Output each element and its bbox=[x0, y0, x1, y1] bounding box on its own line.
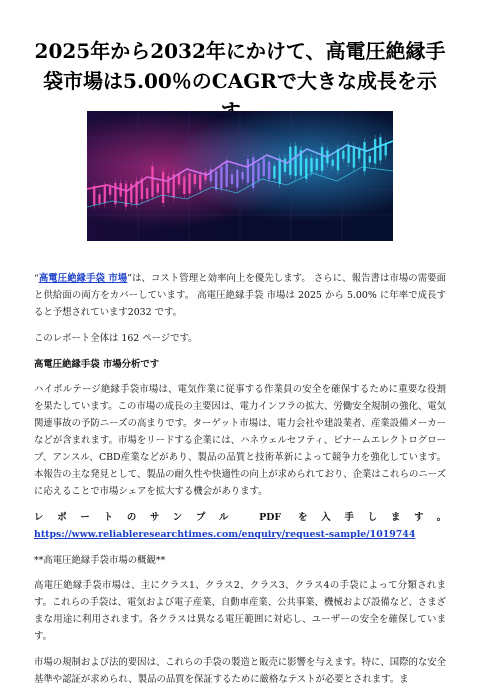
regulation-paragraph: 市場の規制および法的要因は、これらの手袋の製造と販売に影響を与えます。特に、国際的な安全基準や認証が求められ、製品の品質を保証するために厳格なテストが必要とされます。ま bbox=[34, 657, 446, 685]
financial-chart-banner bbox=[87, 111, 393, 241]
intro-text: ”は、コスト管理と効率向上を優先します。 さらに、報告書は市場の需要面と供給面の両方をカバーしています。 高電圧絶縁手袋 市場は 2025 から 5.00% に年率で成長すると予想されています2032 です。 bbox=[34, 273, 447, 318]
section-heading: 高電圧絶縁手袋 市場分析です bbox=[34, 359, 160, 370]
document-body bbox=[34, 270, 446, 695]
sample-pdf-line bbox=[34, 509, 446, 543]
market-link[interactable]: 高電圧絶縁手袋 市場 bbox=[38, 273, 128, 284]
sample-pdf-link[interactable]: https://www.reliableresearchtimes.com/enquiry/request-sample/1019744 bbox=[34, 529, 416, 540]
pages-note: このレポート全体は 162 ページです。 bbox=[34, 333, 198, 344]
intro-paragraph bbox=[34, 270, 446, 321]
analysis-paragraph: ハイボルテージ絶縁手袋市場は、電気作業に従事する作業員の安全を確保するために重要な役割を果たしています。この市場の成長の主要因は、電力インフラの拡大、労働安全規制の強化、電気関連事故の予防ニーズの高まりです。ターゲット市場は、電力会社や建設業者、産業設備メーカーなどが含まれます。市場をリードする企業には、ハネウェルセフティ、ビナームエレクトログローブ、アンスル、CBD産業などがあり、製品の品質と技術革新によって競争力を強化しています。本報告の主な発見として、製品の耐久性や快適性の向上が求められており、企業はこれらのニーズに応えることで市場シェアを拡大する機会があります。 bbox=[34, 384, 446, 497]
overview-paragraph: 高電圧絶縁手袋市場は、主にクラス1、クラス2、クラス3、クラス4の手袋によって分類されます。これらの手袋は、電気および電子産業、自動車産業、公共事業、機械および設備など、さまざまな用途に利用されます。各クラスは異なる電圧範囲に対応し、ユーザーの安全を確保しています。 bbox=[34, 580, 446, 642]
document-title: 2025年から2032年にかけて、高電圧絶縁手袋市場は5.00％のCAGRで大きな成長を示 bbox=[34, 39, 446, 93]
sample-pdf-label: レポートのサンプル PDF を入手します。 bbox=[34, 512, 446, 523]
quote-mark: “ bbox=[34, 273, 39, 284]
overview-heading: **高電圧絶縁手袋市場の概観** bbox=[34, 555, 166, 566]
